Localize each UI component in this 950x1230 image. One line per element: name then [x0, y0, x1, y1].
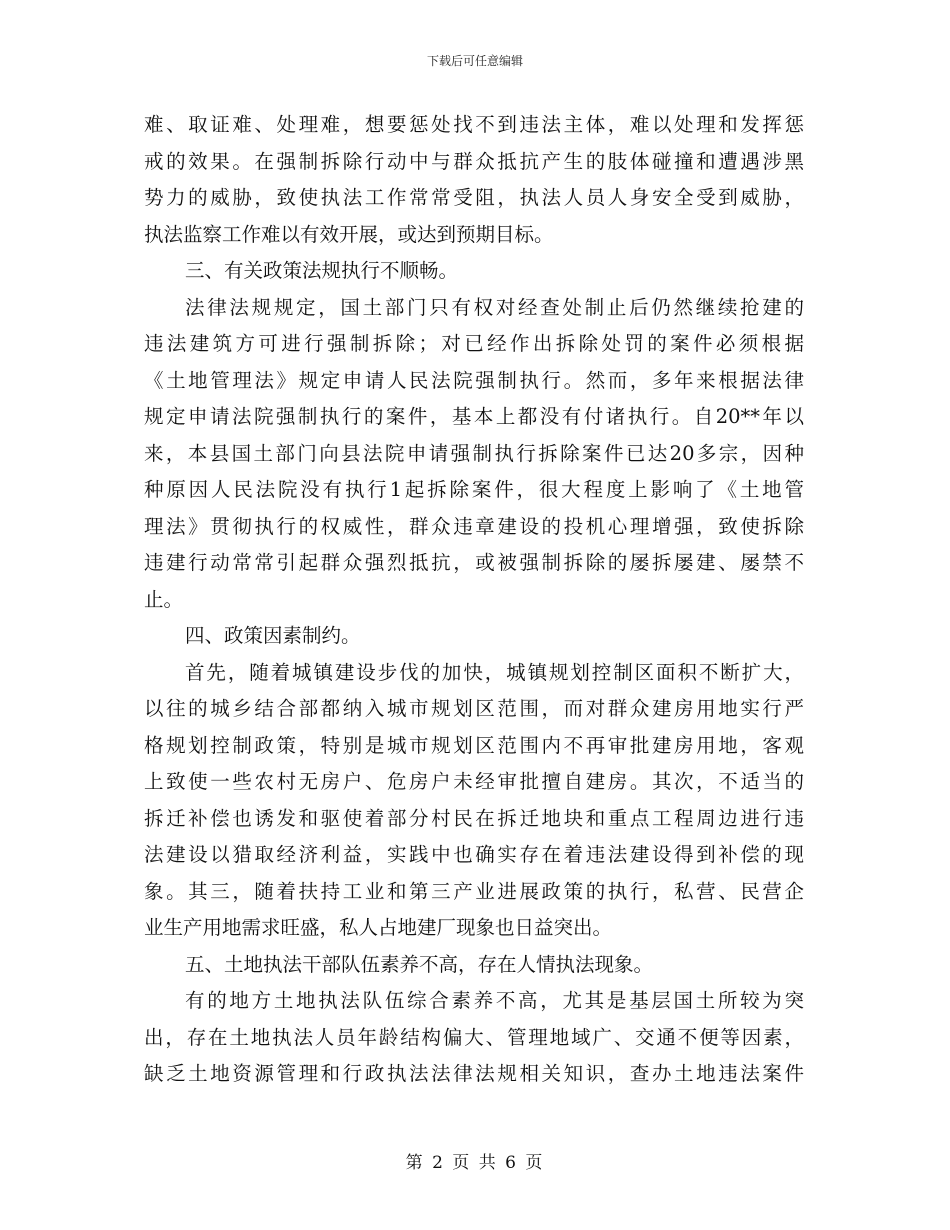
text-line: 种原因人民法院没有执行1起拆除案件，很大程度上影响了《土地管 — [144, 478, 804, 501]
text-line: 有的地方土地执法队伍综合素养不高，尤其是基层国土所较为突 — [185, 989, 804, 1012]
text-line: 理法》贯彻执行的权威性，群众违章建设的投机心理增强，致使拆除 — [144, 514, 804, 538]
text-line: 缺乏土地资源管理和行政执法法律法规相关知识，查办土地违法案件 — [144, 1062, 804, 1085]
text-line: 以往的城乡结合部都纳入城市规划区范围，而对群众建房用地实行严 — [144, 697, 804, 720]
document-body — [144, 107, 804, 1093]
text-line: 法律法规规定，国土部门只有权对经查处制止后仍然继续抢建的 — [185, 295, 804, 319]
section-heading: 三、有关政策法规执行不顺畅。 — [185, 259, 459, 282]
text-line: 执法监察工作难以有效开展，或达到预期目标。 — [144, 222, 554, 246]
text-line: 格规划控制政策，特别是城市规划区范围内不再审批建房用地，客观 — [144, 733, 804, 757]
text-line: 法建设以猎取经济利益，实践中也确实存在着违法建设得到补偿的现 — [144, 843, 804, 866]
page-header: 下载后可任意编辑 — [426, 54, 523, 68]
text-line: 上致使一些农村无房户、危房户未经审批擅自建房。其次，不适当的 — [144, 770, 804, 793]
page-number: 第 2 页 共 6 页 — [405, 1153, 545, 1173]
section-heading: 五、土地执法干部队伍素养不高，存在人情执法现象。 — [185, 952, 654, 976]
text-line: 来，本县国土部门向县法院申请强制执行拆除案件已达20多宗，因种 — [144, 441, 804, 465]
text-line: 止。 — [144, 587, 184, 611]
text-line: 首先，随着城镇建设步伐的加快，城镇规划控制区面积不断扩大， — [185, 660, 804, 684]
text-line: 拆迁补偿也诱发和驱使着部分村民在拆迁地块和重点工程周边进行违 — [144, 806, 804, 830]
text-line: 业生产用地需求旺盛，私人占地建厂现象也日益突出。 — [144, 916, 613, 939]
text-line: 规定申请法院强制执行的案件，基本上都没有付诸执行。自20**年以 — [144, 405, 804, 428]
text-line: 违建行动常常引起群众强烈抵抗，或被强制拆除的屡拆屡建、屡禁不 — [144, 551, 804, 574]
section-heading: 四、政策因素制约。 — [185, 624, 361, 647]
text-line: 出，存在土地执法人员年龄结构偏大、管理地域广、交通不便等因素， — [144, 1025, 804, 1049]
text-line: 《土地管理法》规定申请人民法院强制执行。然而，多年来根据法律 — [144, 368, 804, 392]
text-line: 难、取证难、处理难，想要惩处找不到违法主体，难以处理和发挥惩 — [144, 113, 804, 136]
text-line: 势力的威胁，致使执法工作常常受阻，执法人员人身安全受到威胁， — [144, 186, 804, 209]
text-line: 违法建筑方可进行强制拆除；对已经作出拆除处罚的案件必须根据 — [144, 332, 804, 355]
text-line: 象。其三，随着扶持工业和第三产业进展政策的执行，私营、民营企 — [144, 879, 804, 903]
text-line: 戒的效果。在强制拆除行动中与群众抵抗产生的肢体碰撞和遭遇涉黑 — [144, 149, 804, 173]
